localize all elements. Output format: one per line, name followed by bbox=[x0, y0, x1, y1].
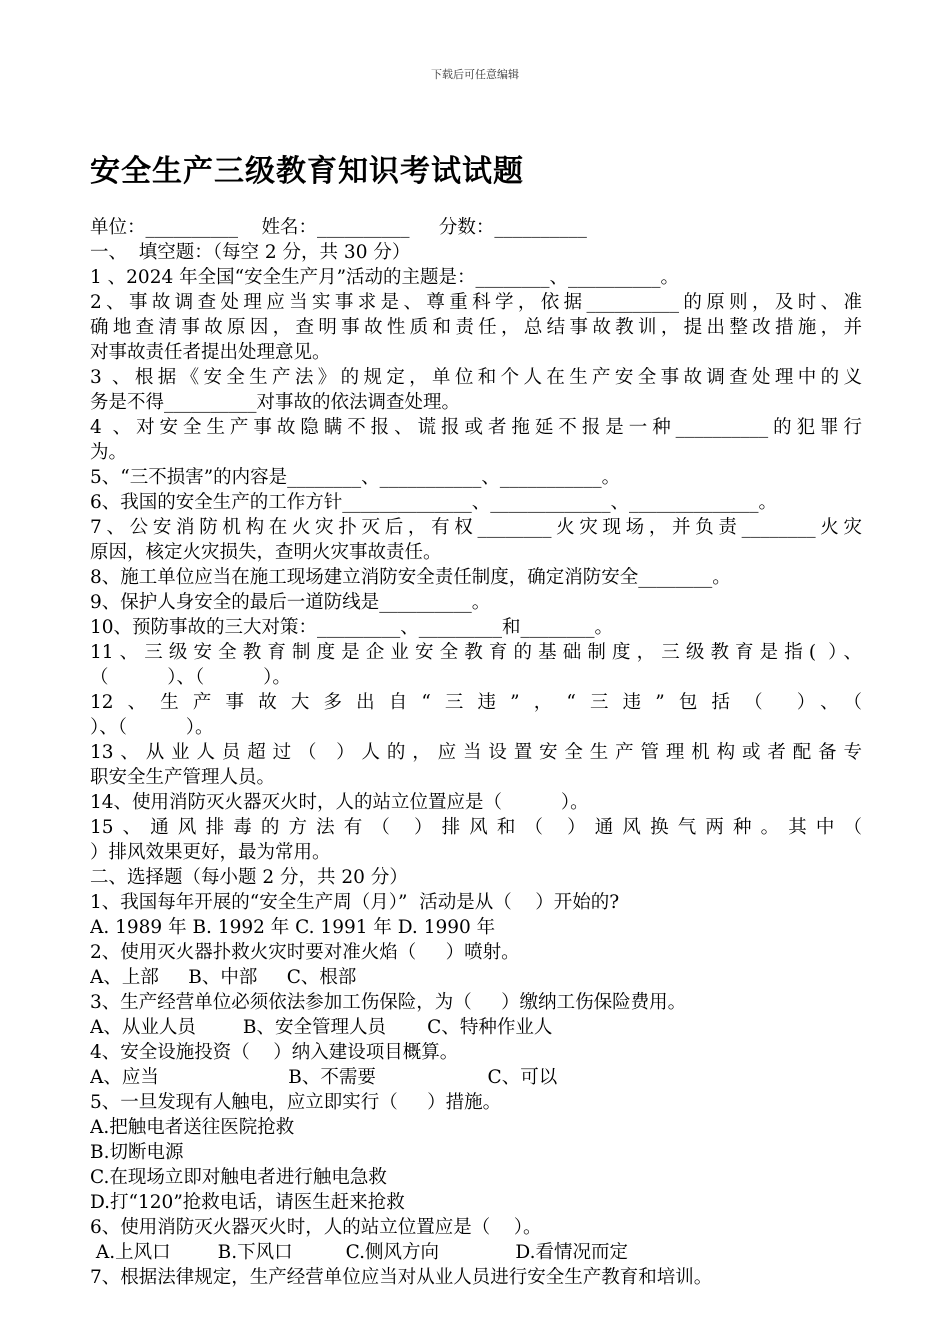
q4-l2: 为。 bbox=[90, 442, 128, 463]
mc5-d: D.打“120”抢救电话，请医生赶来抢救 bbox=[90, 1192, 405, 1213]
q12-l1: 12、生产事故大多出自“三违”，“三违”包括（ ）、（ bbox=[90, 692, 862, 713]
mc2: 2、使用灭火器扑救火灾时要对准火焰（ ）喷射。 bbox=[90, 942, 520, 963]
q2-l1: 2、事故调查处理应当实事求是、尊重科学，依据__________的原则，及时、准 bbox=[90, 292, 862, 313]
mc3-options: A、从业人员 B、安全管理人员 C、特种作业人 bbox=[90, 1017, 553, 1038]
mc4: 4、安全设施投资（ ）纳入建设项目概算。 bbox=[90, 1042, 459, 1063]
q3-l2: 务是不得__________对事故的依法调查处理。 bbox=[90, 392, 461, 413]
q4-l1: 4 、对安全生产事故隐瞒不报、谎报或者拖延不报是一种__________的犯罪行 bbox=[90, 417, 862, 438]
q11-l2: （ ）、（ ）。 bbox=[90, 667, 291, 688]
q5: 5、“三不损害”的内容是________、___________、___________。 bbox=[90, 467, 621, 488]
q7-l2: 原因，核定火灾损失，查明火灾事故责任。 bbox=[90, 542, 442, 563]
q13-l2: 职安全生产管理人员。 bbox=[90, 767, 276, 788]
q3-l1: 3 、根据《安全生产法》的规定，单位和个人在生产安全事故调查处理中的义 bbox=[90, 367, 862, 388]
q1: 1 、2024 年全国“安全生产月”活动的主题是：________、__________。 bbox=[90, 267, 680, 288]
mc5: 5、一旦发现有人触电，应立即实行（ ）措施。 bbox=[90, 1092, 502, 1113]
header-note: 下载后可任意编辑 bbox=[431, 68, 519, 81]
q14: 14、使用消防灭火器灭火时，人的站立位置应是（ ）。 bbox=[90, 792, 589, 813]
q2-l3: 对事故责任者提出处理意见。 bbox=[90, 342, 331, 363]
q12-l2: ）、（ ）。 bbox=[90, 717, 214, 738]
q15-l2: ）排风效果更好，最为常用。 bbox=[90, 842, 331, 863]
mc4-options: A、应当 B、不需要 C、可以 bbox=[90, 1067, 558, 1088]
mc1-options: A. 1989 年 B. 1992 年 C. 1991 年 D. 1990 年 bbox=[90, 917, 496, 938]
q7-l1: 7、公安消防机构在火灾扑灭后，有权________火灾现场，并负责________火灾 bbox=[90, 517, 862, 538]
mc1: 1、我国每年开展的“安全生产周（月）” 活动是从（ ）开始的? bbox=[90, 892, 620, 913]
mc5-c: C.在现场立即对触电者进行触电急救 bbox=[90, 1167, 387, 1188]
section-2-heading: 二、选择题（每小题 2 分，共 20 分） bbox=[90, 867, 408, 888]
mc5-a: A.把触电者送往医院抢救 bbox=[90, 1117, 295, 1138]
info-line: 单位：__________ 姓名：__________ 分数：__________ bbox=[90, 217, 587, 238]
mc6-options: A.上风口 B.下风口 C.侧风方向 D.看情况而定 bbox=[90, 1242, 628, 1263]
q9: 9、保护人身安全的最后一道防线是__________。 bbox=[90, 592, 491, 613]
q13-l1: 13、从业人员超过（ ）人的，应当设置安全生产管理机构或者配备专 bbox=[90, 742, 862, 763]
q15-l1: 15、通风排毒的方法有（ ）排风和（ ）通风换气两种。其中（ bbox=[90, 817, 862, 838]
section-1-heading: 一、 填空题：（每空 2 分，共 30 分） bbox=[90, 242, 411, 263]
mc3: 3、生产经营单位必须依法参加工伤保险，为（ ）缴纳工伤保险费用。 bbox=[90, 992, 687, 1013]
q11-l1: 11、三级安全教育制度是企业安全教育的基础制度，三级教育是指( ）、 bbox=[90, 642, 862, 663]
mc6: 6、使用消防灭火器灭火时，人的站立位置应是（ ）。 bbox=[90, 1217, 542, 1238]
mc7: 7、根据法律规定，生产经营单位应当对从业人员进行安全生产教育和培训。 bbox=[90, 1267, 713, 1288]
exam-body bbox=[90, 215, 862, 1290]
exam-title: 安全生产三级教育知识考试试题 bbox=[90, 154, 524, 189]
q6: 6、我国的安全生产的工作方针______________、_____________、______________。 bbox=[90, 492, 778, 513]
q2-l2: 确地查清事故原因，查明事故性质和责任，总结事故教训，提出整改措施，并 bbox=[90, 317, 862, 338]
q10: 10、预防事故的三大对策：_________、_________和________。 bbox=[90, 617, 614, 638]
mc2-options: A、上部 B、中部 C、根部 bbox=[90, 967, 357, 988]
q8: 8、施工单位应当在施工现场建立消防安全责任制度，确定消防安全________。 bbox=[90, 567, 731, 588]
mc5-b: B.切断电源 bbox=[90, 1142, 184, 1163]
